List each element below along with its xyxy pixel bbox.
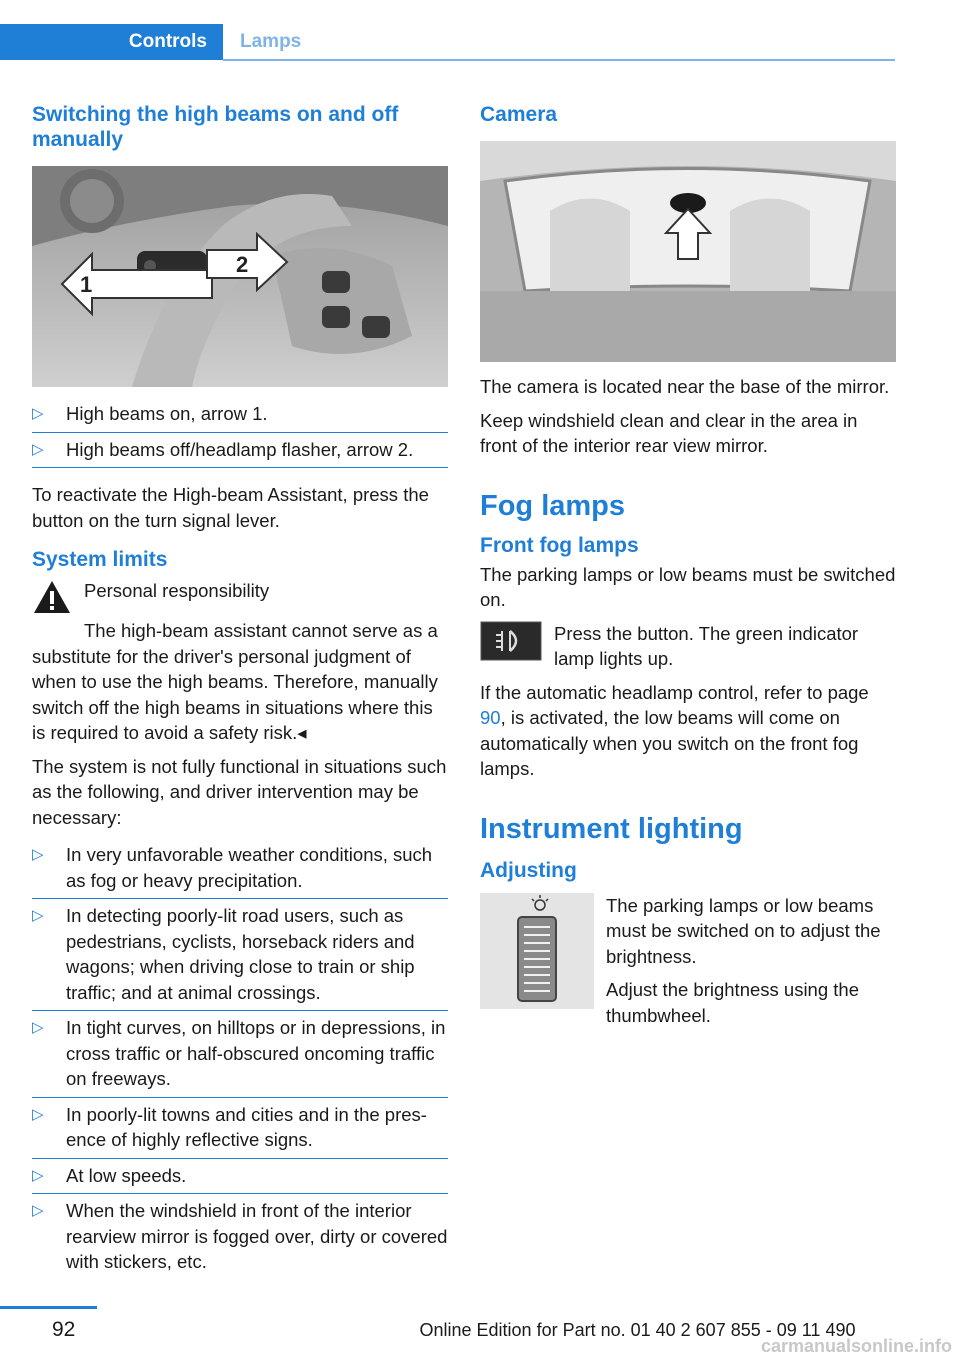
adjusting-title: Adjusting (480, 858, 577, 882)
instrument-lighting-title: Instrument lighting (480, 812, 743, 845)
thumbwheel-row (480, 893, 896, 1029)
camera-clean-text: Keep windshield clean and clear in the area in front of the interior rear view mirror. (480, 409, 858, 456)
high-beams-title: Switching the high beams on and off manually (32, 103, 399, 151)
camera-location-text: The camera is located near the base of the mirror. (480, 376, 890, 397)
tab-underline (223, 59, 895, 61)
tab-controls[interactable]: Controls (0, 24, 223, 60)
watermark: carmanualsonline.info (760, 1336, 952, 1356)
arrow-label-2: 2 (236, 252, 249, 277)
front-fog-lamps-title: Front fog lamps (480, 533, 639, 557)
arrow-label-1: 1 (80, 272, 93, 297)
warning-text: The high-beam assistant cannot serve as a substitute for the driver's personal judgment of when to use the high beams. Therefore, manually switch off the high beams in situations where this is required to avoid a safety risk.◂ (32, 620, 438, 743)
high-beam-steps (32, 397, 448, 467)
footer-edition: Online Edition for Part no. 01 40 2 607 855 - 09 11 490 (419, 1320, 856, 1340)
auto-text-pre: If the automatic headlamp control, refer to page (480, 681, 869, 703)
adjust-text-2: Adjust the brightness using the thumbwheel. (606, 979, 859, 1026)
list-item: ▷ In detecting poorly-lit road users, such as pedestrians, cyclists, horseback riders and wagons; when driving close to train or ship traffic; and at animal crossings. (32, 898, 448, 1010)
system-limits-title: System limits (32, 548, 168, 571)
right-column (480, 102, 896, 1036)
list-divider (32, 467, 448, 468)
auto-text-post: , is activated, the low beams will come on automatically when you switch on the front fog lamps. (480, 707, 859, 779)
list-item: ▷ High beams off/headlamp flasher, arrow 2. (32, 432, 448, 468)
page-link[interactable]: 90 (480, 707, 501, 728)
list-item: ▷ In very unfavorable weather conditions, such as fog or heavy precipitation. (32, 838, 448, 898)
fog-button-row (480, 621, 896, 672)
list-item: ▷ When the windshield in front of the interior rearview mirror is fogged over, dirty or covered with stickers, etc. (32, 1193, 448, 1280)
footer-divider (0, 1306, 97, 1309)
not-functional-text: The system is not fully functional in situations such as the following, and driver intervention may be necessary: (32, 755, 447, 828)
list-item: ▷ In poorly-lit towns and cities and in the presence of highly reflective signs. (32, 1097, 448, 1158)
press-button-text: Press the button. The green indicator lamp lights up. (554, 622, 859, 669)
header-tabs (0, 24, 895, 62)
page-number: 92 (52, 1318, 76, 1341)
tab-lamps[interactable]: Lamps (240, 31, 302, 52)
auto-headlamp-text (480, 680, 896, 782)
adjust-text-1: The parking lamps or low beams must be switched on to adjust the brightness. (606, 894, 881, 967)
list-item: ▷ In tight curves, on hilltops or in depressions, in cross traffic or half-obscured oncoming traffic on freeways. (32, 1010, 448, 1097)
thumbwheel-icon (480, 893, 594, 1009)
list-item: ▷ At low speeds. (32, 1158, 448, 1194)
fog-lamp-button-icon (480, 621, 542, 661)
warning-icon (32, 578, 72, 618)
warning-title: Personal responsibility (84, 580, 270, 601)
front-fog-text: The parking lamps or low beams must be switched on. (480, 563, 896, 610)
left-column (32, 102, 448, 1290)
warning-block (32, 578, 448, 618)
camera-title: Camera (480, 103, 558, 126)
reactivate-text: To reactivate the High-beam Assistant, press the button on the turn signal lever. (32, 484, 429, 531)
camera-image (480, 141, 896, 362)
fog-lamps-title: Fog lamps (480, 489, 626, 522)
limitations-list (32, 838, 448, 1280)
list-item: ▷ High beams on, arrow 1. (32, 397, 448, 432)
turn-signal-lever-image (32, 166, 448, 387)
